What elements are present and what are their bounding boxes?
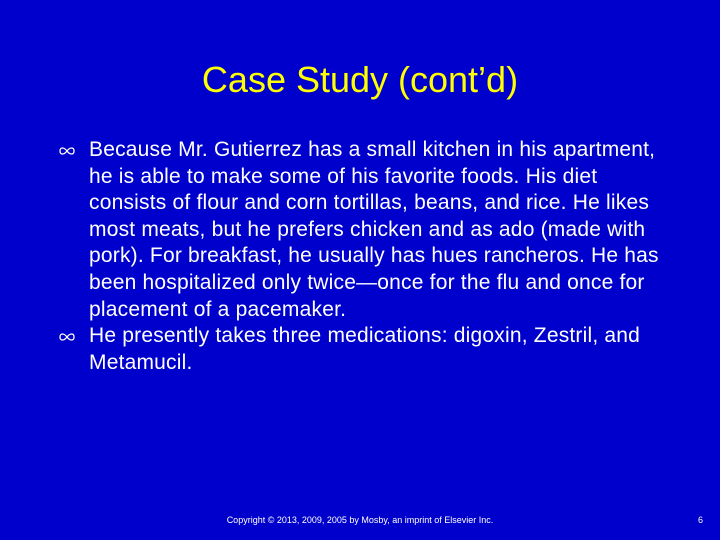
bullet-text: He presently takes three medications: digoxin, Zestril, and Metamucil. [89, 324, 641, 374]
bullet-list [58, 137, 668, 376]
bullet-text: Because Mr. Gutierrez has a small kitchen in his apartment, he is able to make some of his favorite foods. His diet consists of flour and corn tortillas, beans, and rice. He likes most meats, but he prefers chicken and as ado (made with pork). For breakfast, he usually has hues rancheros. He has been hospitalized only twice—once for the flu and once for placement of a pacemaker. [89, 138, 659, 321]
bullet-loop-icon [58, 145, 76, 157]
bullet-item [58, 323, 668, 376]
bullet-loop-icon [58, 331, 76, 343]
copyright-footer: Copyright © 2013, 2009, 2005 by Mosby, an imprint of Elsevier Inc. [226, 515, 494, 525]
page-number: 6 [697, 515, 703, 525]
slide-title: Case Study (cont’d) [201, 59, 519, 100]
bullet-item [58, 137, 668, 323]
